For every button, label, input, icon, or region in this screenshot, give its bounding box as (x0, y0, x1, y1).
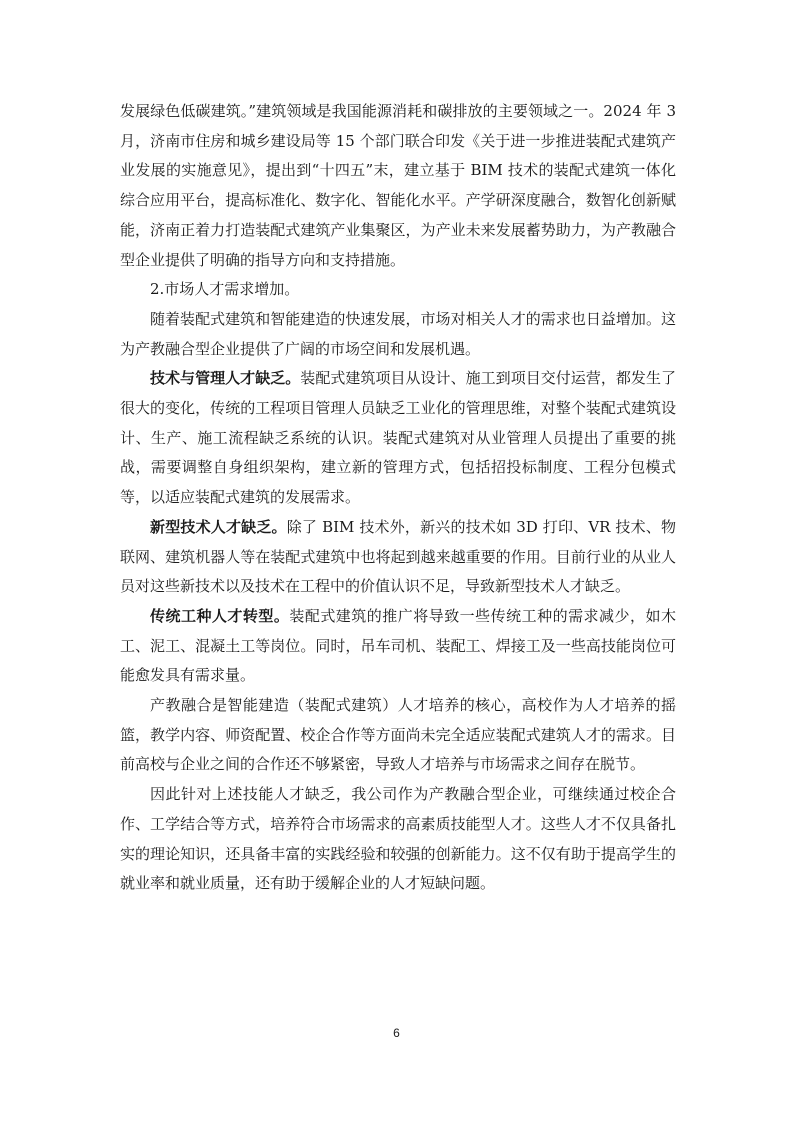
heading-market-demand: 2.市场人才需求增加。 (150, 280, 300, 299)
lead-traditional-trades: 传统工种人才转型。 (150, 606, 290, 625)
text-traditional-trades: 装配式建筑的推广将导致一些传统工种的需求减少，如木工、泥工、混凝土工等岗位。同时，吊车司机、装配工、焊接工及一些高技能岗位可能愈发具有需求量。 (120, 606, 676, 685)
document-body (120, 97, 676, 899)
paragraph-management-talent (120, 364, 676, 513)
paragraph-traditional-trades (120, 602, 676, 691)
text-management-talent: 装配式建筑项目从设计、施工到项目交付运营，都发生了很大的变化，传统的工程项目管理人员缺乏工业化的管理思维，对整个装配式建筑设计、生产、施工流程缺乏系统的认识。装配式建筑对从业管理人员提出了重要的挑战，需要调整自身组织架构，建立新的管理方式，包括招投标制度、工程分包模式等，以适应装配式建筑的发展需求。 (120, 369, 676, 507)
lead-new-tech-talent: 新型技术人才缺乏。 (150, 517, 287, 536)
paragraph-industry-education: 产教融合是智能建造（装配式建筑）人才培养的核心，高校作为人才培养的摇篮，教学内容、师资配置、校企合作等方面尚未完全适应装配式建筑人才的需求。目前高校与企业之间的合作还不够紧密，导致人才培养与市场需求之间存在脱节。 (120, 696, 676, 774)
paragraph-policy: 发展绿色低碳建筑。”建筑领域是我国能源消耗和碳排放的主要领域之一。2024 年 3 月，济南市住房和城乡建设局等 15 个部门联合印发《关于进一步推进装配式建筑产业发展的实施意见》，提出到“十四五”末，建立基于 BIM 技术的装配式建筑一体化综合应用平台，提高标准化、数字化、智能化水平。产学研深度融合，数智化创新赋能，济南正着力打造装配式建筑产业集聚区，为产业未来发展蓄势助力，为产教融合型企业提供了明确的指导方向和支持措施。 (120, 102, 676, 269)
paragraph-market-intro: 随着装配式建筑和智能建造的快速发展，市场对相关人才的需求也日益增加。这为产教融合型企业提供了广阔的市场空间和发展机遇。 (120, 309, 676, 358)
paragraph-new-tech-talent (120, 513, 676, 602)
paragraph-conclusion: 因此针对上述技能人才缺乏，我公司作为产教融合型企业，可继续通过校企合作、工学结合等方式，培养符合市场需求的高素质技能型人才。这些人才不仅具备扎实的理论知识，还具备丰富的实践经验和较强的创新能力。这不仅有助于提高学生的就业率和就业质量，还有助于缓解企业的人才短缺问题。 (120, 785, 676, 893)
lead-management-talent: 技术与管理人才缺乏。 (150, 369, 301, 388)
page-number: 6 (393, 1026, 400, 1040)
text-new-tech-talent: 除了 BIM 技术外，新兴的技术如 3D 打印、VR 技术、物联网、建筑机器人等在装配式建筑中也将起到越来越重要的作用。目前行业的从业人员对这些新技术以及技术在工程中的价值认识不足，导致新型技术人才缺乏。 (120, 517, 676, 596)
